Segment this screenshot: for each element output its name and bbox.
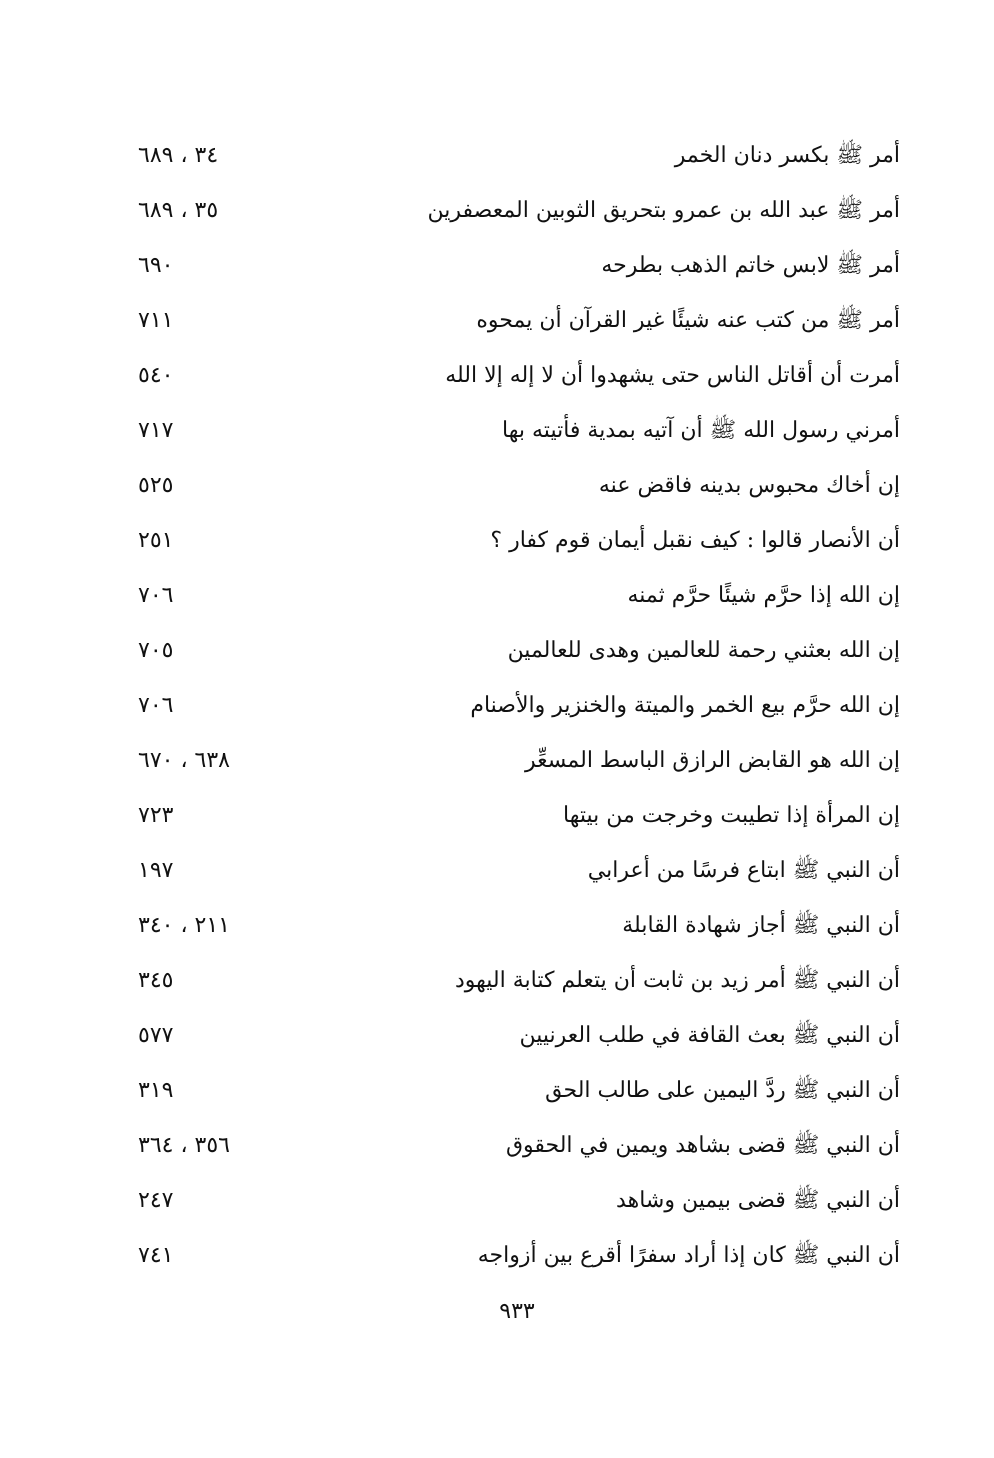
entry-page-refs: ٣٥٦ ، ٣٦٤ bbox=[138, 1133, 230, 1158]
entry-page-refs: ٧٢٣ bbox=[138, 803, 174, 828]
entry-page-refs: ٢١١ ، ٣٤٠ bbox=[138, 913, 230, 938]
entry-text: أمر ﷺ عبد الله بن عمرو بتحريق الثوبين المعصفرين bbox=[427, 198, 900, 223]
entry-text: أمرني رسول الله ﷺ أن آتيه بمدية فأتيته بها bbox=[502, 418, 900, 443]
entry-text: أن الأنصار قالوا : كيف نقبل أيمان قوم كفار ؟ bbox=[490, 528, 900, 553]
entry-page-refs: ٣٤ ، ٦٨٩ bbox=[138, 143, 219, 168]
entry-text: أن النبي ﷺ أمر زيد بن ثابت أن يتعلم كتابة اليهود bbox=[454, 968, 900, 993]
entry-text: إن الله حرَّم بيع الخمر والميتة والخنزير والأصنام bbox=[470, 693, 900, 718]
index-entry bbox=[130, 788, 900, 843]
entry-page-refs: ٥٢٥ bbox=[138, 473, 174, 498]
index-entry bbox=[130, 458, 900, 513]
index-entry bbox=[130, 1063, 900, 1118]
entry-page-refs: ٥٤٠ bbox=[138, 363, 174, 388]
index-entry bbox=[130, 898, 900, 953]
entry-page-refs: ٧٤١ bbox=[138, 1243, 174, 1268]
entry-page-refs: ٧٠٦ bbox=[138, 583, 174, 608]
entry-page-refs: ٧١٧ bbox=[138, 418, 174, 443]
entry-text: أن النبي ﷺ كان إذا أراد سفرًا أقرع بين أزواجه bbox=[477, 1243, 900, 1268]
index-entry bbox=[130, 843, 900, 898]
entry-text: أن النبي ﷺ ابتاع فرسًا من أعرابي bbox=[587, 858, 900, 883]
entry-text: أن النبي ﷺ قضى بيمين وشاهد bbox=[616, 1188, 900, 1213]
entry-text: أمر ﷺ بكسر دنان الخمر bbox=[674, 143, 900, 168]
entry-text: إن الله هو القابض الرازق الباسط المسعِّر bbox=[525, 748, 900, 773]
entry-page-refs: ٢٤٧ bbox=[138, 1188, 174, 1213]
entry-text: أن النبي ﷺ ردَّ اليمين على طالب الحق bbox=[545, 1078, 900, 1103]
index-entry bbox=[130, 183, 900, 238]
entry-page-refs: ٧١١ bbox=[138, 308, 174, 333]
entry-page-refs: ٧٠٥ bbox=[138, 638, 174, 663]
entry-page-refs: ٣١٩ bbox=[138, 1078, 174, 1103]
index-entry bbox=[130, 733, 900, 788]
entry-text: إن الله إذا حرَّم شيئًا حرَّم ثمنه bbox=[627, 583, 900, 608]
index-entry bbox=[130, 623, 900, 678]
index-entry bbox=[130, 348, 900, 403]
entry-page-refs: ٦٩٠ bbox=[138, 253, 174, 278]
entry-page-refs: ٢٥١ bbox=[138, 528, 174, 553]
index-entry bbox=[130, 1173, 900, 1228]
entry-text: أن النبي ﷺ أجاز شهادة القابلة bbox=[622, 913, 900, 938]
index-entry bbox=[130, 293, 900, 348]
index-entry bbox=[130, 1008, 900, 1063]
index-entry bbox=[130, 128, 900, 183]
page-number bbox=[0, 1292, 994, 1332]
index-entry bbox=[130, 568, 900, 623]
index-entry bbox=[130, 403, 900, 458]
index-entry bbox=[130, 238, 900, 293]
entry-text: أن النبي ﷺ بعث القافة في طلب العرنيين bbox=[519, 1023, 900, 1048]
entry-page-refs: ٥٧٧ bbox=[138, 1023, 174, 1048]
entry-text: إن الله بعثني رحمة للعالمين وهدى للعالمين bbox=[507, 638, 900, 663]
entry-text: أمر ﷺ من كتب عنه شيئًا غير القرآن أن يمحوه bbox=[476, 308, 900, 333]
entry-page-refs: ١٩٧ bbox=[138, 858, 174, 883]
entry-text: أمر ﷺ لابس خاتم الذهب بطرحه bbox=[601, 253, 900, 278]
index-entry bbox=[130, 678, 900, 733]
entry-text: أن النبي ﷺ قضى بشاهد ويمين في الحقوق bbox=[505, 1133, 900, 1158]
index-entry bbox=[130, 1118, 900, 1173]
entry-text: إن المرأة إذا تطيبت وخرجت من بيتها bbox=[563, 803, 900, 828]
page-number-value: ٩٣٣ bbox=[499, 1299, 535, 1324]
entry-page-refs: ٣٤٥ bbox=[138, 968, 174, 993]
index-entry bbox=[130, 513, 900, 568]
entry-text: أمرت أن أقاتل الناس حتى يشهدوا أن لا إله إلا الله bbox=[445, 363, 900, 388]
entry-page-refs: ٣٥ ، ٦٨٩ bbox=[138, 198, 219, 223]
entry-page-refs: ٦٣٨ ، ٦٧٠ bbox=[138, 748, 230, 773]
hadith-index-list bbox=[130, 128, 900, 1283]
index-entry bbox=[130, 953, 900, 1008]
index-entry bbox=[130, 1228, 900, 1283]
entry-text: إن أخاك محبوس بدينه فاقض عنه bbox=[598, 473, 900, 498]
entry-page-refs: ٧٠٦ bbox=[138, 693, 174, 718]
